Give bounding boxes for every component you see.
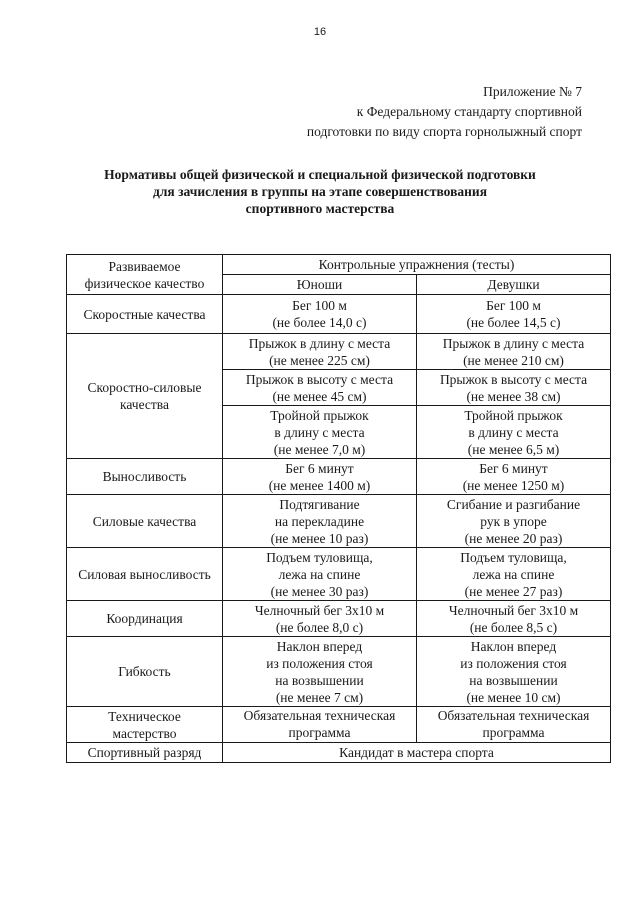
quality-rank: Спортивный разряд (67, 743, 223, 763)
strength-endurance-girls: Подъем туловища, лежа на спине (не менее 27 раз) (417, 548, 611, 601)
appendix-line-3: подготовки по виду спорта горнолыжный спорт (306, 124, 582, 139)
technique-girls: Обязательная техническая программа (417, 707, 611, 743)
speed-girls: Бег 100 м (не более 14,5 с) (417, 295, 611, 334)
coordination-girls: Челночный бег 3x10 м (не более 8,5 с) (417, 601, 611, 637)
speed-strength-2-boys: Прыжок в высоту с места (не менее 45 см) (223, 370, 417, 406)
coordination-boys: Челночный бег 3x10 м (не более 8,0 с) (223, 601, 417, 637)
table-row-speed-strength-1 (67, 334, 611, 370)
table-row-technique (67, 707, 611, 743)
title-line-2: для зачисления в группы на этапе совершенствования (153, 184, 487, 199)
header-row (67, 255, 611, 275)
table-row-speed (67, 295, 611, 334)
quality-strength-endurance: Силовая выносливость (67, 548, 223, 601)
strength-boys: Подтягивание на перекладине (не менее 10 раз) (223, 495, 417, 548)
technique-boys: Обязательная техническая программа (223, 707, 417, 743)
table-row-endurance (67, 459, 611, 495)
speed-strength-1-boys: Прыжок в длину с места (не менее 225 см) (223, 334, 417, 370)
page-number: 16 (313, 26, 327, 38)
header-boys: Юноши (223, 275, 417, 295)
quality-coordination: Координация (67, 601, 223, 637)
quality-endurance: Выносливость (67, 459, 223, 495)
quality-flexibility: Гибкость (67, 637, 223, 707)
table-row-strength-endurance (67, 548, 611, 601)
table-row-flexibility (67, 637, 611, 707)
appendix-line-1: Приложение № 7 (483, 84, 582, 99)
document-title (0, 166, 640, 217)
endurance-boys: Бег 6 минут (не менее 1400 м) (223, 459, 417, 495)
table-row-rank (67, 743, 611, 763)
header-tests: Контрольные упражнения (тесты) (223, 255, 611, 275)
appendix-reference (307, 82, 582, 142)
appendix-line-2: к Федеральному стандарту спортивной (356, 104, 582, 119)
table-row-strength (67, 495, 611, 548)
norms-table (66, 254, 611, 763)
header-girls: Девушки (417, 275, 611, 295)
header-quality: Развиваемое физическое качество (67, 255, 223, 295)
table-row-coordination (67, 601, 611, 637)
speed-strength-3-girls: Тройной прыжок в длину с места (не менее 6,5 м) (417, 406, 611, 459)
endurance-girls: Бег 6 минут (не менее 1250 м) (417, 459, 611, 495)
quality-strength: Силовые качества (67, 495, 223, 548)
flexibility-girls: Наклон вперед из положения стоя на возвышении (не менее 10 см) (417, 637, 611, 707)
strength-girls: Сгибание и разгибание рук в упоре (не менее 20 раз) (417, 495, 611, 548)
quality-speed: Скоростные качества (67, 295, 223, 334)
title-line-3: спортивного мастерства (245, 201, 395, 216)
speed-strength-3-boys: Тройной прыжок в длину с места (не менее 7,0 м) (223, 406, 417, 459)
quality-technique: Техническое мастерство (67, 707, 223, 743)
speed-boys: Бег 100 м (не более 14,0 с) (223, 295, 417, 334)
title-line-1: Нормативы общей физической и специальной физической подготовки (104, 167, 536, 182)
strength-endurance-boys: Подъем туловища, лежа на спине (не менее 30 раз) (223, 548, 417, 601)
speed-strength-1-girls: Прыжок в длину с места (не менее 210 см) (417, 334, 611, 370)
flexibility-boys: Наклон вперед из положения стоя на возвышении (не менее 7 см) (223, 637, 417, 707)
quality-speed-strength: Скоростно-силовые качества (67, 334, 223, 459)
rank-value: Кандидат в мастера спорта (223, 743, 611, 763)
speed-strength-2-girls: Прыжок в высоту с места (не менее 38 см) (417, 370, 611, 406)
